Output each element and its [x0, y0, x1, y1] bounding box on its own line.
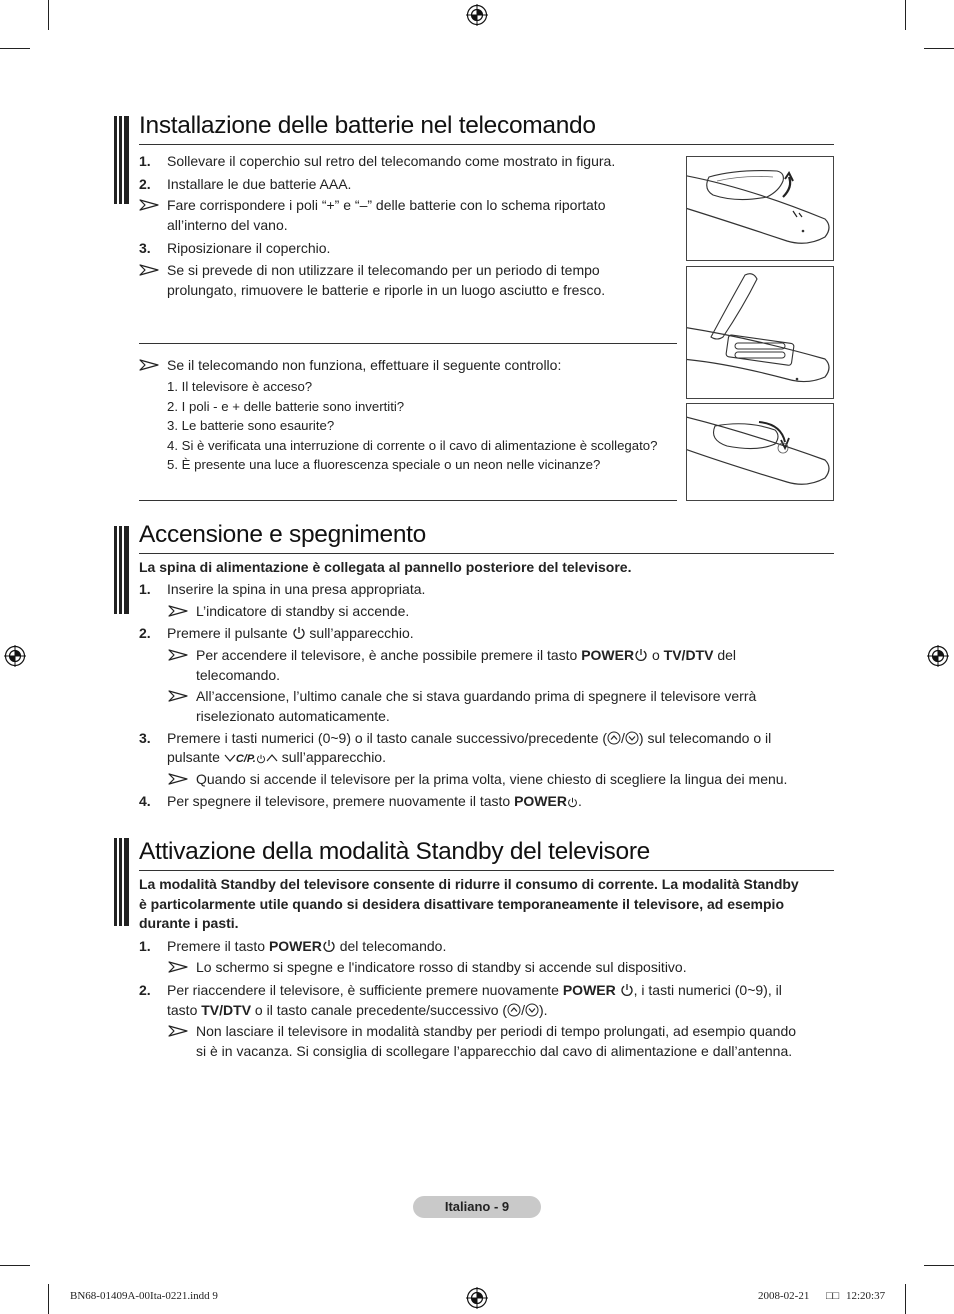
- section-marker: [114, 838, 130, 926]
- tv-dtv-key-label: TV/DTV: [201, 1002, 252, 1018]
- check-item: 1. Il televisore è acceso?: [167, 379, 313, 394]
- channel-up-icon: [507, 1003, 521, 1017]
- footer-time: 12:20:37: [846, 1290, 886, 1302]
- crop-mark: [48, 0, 49, 30]
- step-text-part: Premere i tasti numerici (0~9) o il tasto canale successivo/precedente (: [167, 730, 608, 746]
- step-text-part: del telecomando.: [339, 938, 447, 954]
- note-arrow-icon: [139, 264, 159, 276]
- note-text: Se si prevede di non utilizzare il telecomando per un periodo di tempo: [167, 262, 600, 278]
- box-rule-bottom: [139, 500, 677, 501]
- step-text: [167, 624, 414, 644]
- title-rule: [139, 144, 834, 145]
- note-text-part: o: [651, 647, 660, 663]
- step-number: 2.: [139, 625, 151, 641]
- power-key-label: POWER: [514, 793, 567, 809]
- note-arrow-icon: [168, 649, 188, 661]
- note-arrow-icon: [168, 1025, 188, 1037]
- power-icon: [634, 648, 648, 662]
- note-text: All’accensione, l’ultimo canale che si stava guardando prima di spegnere il televisore verrà: [196, 688, 757, 704]
- step-text: Inserire la spina in una presa appropriata.: [167, 581, 426, 597]
- step-number: 2.: [139, 982, 151, 998]
- crop-mark: [48, 1284, 49, 1314]
- channel-down-icon: [525, 1003, 539, 1017]
- registration-mark-icon: [927, 645, 949, 667]
- note-text: Fare corrispondere i poli “+” e “–” delle batterie con lo schema riportato: [167, 197, 606, 213]
- step-text: Riposizionare il coperchio.: [167, 240, 331, 256]
- crop-mark: [924, 1265, 954, 1266]
- power-key-label: POWER: [268, 938, 322, 954]
- section-intro: [139, 875, 799, 895]
- crop-mark: [0, 1265, 30, 1266]
- step-number: 1.: [139, 581, 151, 597]
- note-text-part: del: [717, 647, 737, 663]
- step-text-part: sull’apparecchio.: [309, 625, 414, 641]
- check-item: 2. I poli - e + delle batterie sono invertiti?: [167, 399, 405, 414]
- note-text: prolungato, rimuovere le batterie e riporle in un luogo asciutto e fresco.: [167, 282, 606, 298]
- note-text: si è in vacanza. Si consiglia di scollegare l’apparecchio dal cavo di alimentazione e dall’antenna.: [196, 1043, 793, 1059]
- section-title-standby: Attivazione della modalità Standby del televisore: [139, 838, 650, 865]
- power-icon: [567, 797, 578, 808]
- intro-text: La spina di alimentazione è collegata al pannello posteriore del televisore.: [139, 559, 632, 575]
- power-icon: [620, 983, 634, 997]
- section-title-batteries: Installazione delle batterie nel telecomando: [139, 112, 596, 139]
- remote-cover-closed-illustration: [686, 403, 834, 501]
- step-text-part: sull’apparecchio.: [281, 749, 386, 765]
- title-rule: [139, 870, 834, 871]
- check-item: 4. Si è verificata una interruzione di corrente o il cavo di alimentazione è scollegato?: [167, 438, 658, 453]
- cp-button-label: C/P.: [235, 753, 256, 765]
- note-text: L’indicatore di standby si accende.: [196, 603, 410, 619]
- check-item: 5. È presente una luce a fluorescenza speciale o un neon nelle vicinanze?: [167, 457, 601, 472]
- page-number-badge: Italiano - 9: [413, 1196, 541, 1218]
- note-arrow-icon: [168, 961, 188, 973]
- registration-mark-icon: [4, 645, 26, 667]
- power-icon: [256, 754, 266, 764]
- channel-down-icon: [625, 731, 639, 745]
- step-text-part: ) sul telecomando o il: [638, 730, 772, 746]
- note-text: [196, 646, 736, 666]
- section-intro: [139, 558, 631, 578]
- power-key-label: POWER: [562, 982, 616, 998]
- chevron-up-icon: [266, 752, 278, 764]
- step-text: [167, 937, 446, 957]
- remote-cover-open-illustration: [686, 156, 834, 261]
- section-title-power: Accensione e spegnimento: [139, 521, 426, 548]
- note-text: Non lasciare il televisore in modalità standby per periodi di tempo prolungati, ad esempio quando: [196, 1023, 797, 1039]
- step-text-part: pulsante: [167, 749, 220, 765]
- step-text-part: Per riaccendere il televisore, è sufficiente premere nuovamente: [167, 982, 559, 998]
- step-number: 3.: [139, 730, 151, 746]
- registration-mark-icon: [466, 1287, 488, 1309]
- intro-text: durante i pasti.: [139, 915, 239, 931]
- power-icon: [322, 939, 336, 953]
- note-arrow-icon: [168, 690, 188, 702]
- note-text-part: Per accendere il televisore, è anche possibile premere il tasto: [196, 647, 578, 663]
- section-intro: [139, 895, 784, 915]
- chevron-down-icon: [224, 752, 236, 764]
- step-text: [167, 792, 582, 812]
- step-text: [167, 748, 386, 770]
- check-intro: Se il telecomando non funziona, effettuare il seguente controllo:: [167, 357, 562, 373]
- crop-mark: [905, 0, 906, 30]
- section-intro: [139, 914, 239, 934]
- step-text: Installare le due batterie AAA.: [167, 176, 352, 192]
- crop-mark: [0, 48, 30, 49]
- tv-dtv-key-label: TV/DTV: [663, 647, 714, 663]
- box-rule-top: [139, 343, 677, 344]
- power-icon: [292, 626, 306, 640]
- step-text-part: .: [577, 793, 582, 809]
- step-text: Sollevare il coperchio sul retro del telecomando come mostrato in figura.: [167, 153, 616, 169]
- step-number: 2.: [139, 176, 151, 192]
- step-text-part: Premere il pulsante: [167, 625, 288, 641]
- note-text: riselezionato automaticamente.: [196, 708, 390, 724]
- note-text: all’interno del vano.: [167, 217, 288, 233]
- footer-filename: BN68-01409A-00Ita-0221.indd 9: [70, 1290, 218, 1302]
- note-arrow-icon: [139, 359, 159, 371]
- step-text: [167, 1001, 548, 1021]
- crop-mark: [905, 1284, 906, 1314]
- section-marker: [114, 526, 130, 614]
- footer-date: 2008-02-21: [758, 1290, 810, 1302]
- step-number: 3.: [139, 240, 151, 256]
- step-number: 4.: [139, 793, 151, 809]
- step-text: [167, 729, 771, 749]
- step-number: 1.: [139, 153, 151, 169]
- crop-mark: [924, 48, 954, 49]
- note-text: Quando si accende il televisore per la prima volta, viene chiesto di scegliere la lingua dei menu.: [196, 771, 788, 787]
- step-text-part: o il tasto canale precedente/successivo (: [254, 1002, 508, 1018]
- step-text-part: Premere il tasto: [167, 938, 266, 954]
- step-text-part: tasto: [167, 1002, 198, 1018]
- step-text: [167, 981, 782, 1001]
- note-arrow-icon: [168, 605, 188, 617]
- power-key-label: POWER: [581, 647, 635, 663]
- remote-batteries-illustration: [686, 266, 834, 399]
- note-arrow-icon: [139, 199, 159, 211]
- note-text: Lo schermo si spegne e l'indicatore rosso di standby si accende sul dispositivo.: [196, 959, 687, 975]
- note-arrow-icon: [168, 773, 188, 785]
- step-text-part: /: [521, 1002, 525, 1018]
- registration-mark-icon: [466, 4, 488, 26]
- step-number: 1.: [139, 938, 151, 954]
- section-marker: [114, 116, 130, 204]
- channel-up-icon: [607, 731, 621, 745]
- step-text-part: /: [621, 730, 625, 746]
- step-text-part: Per spegnere il televisore, premere nuovamente il tasto: [167, 793, 511, 809]
- step-text-part: ).: [538, 1002, 548, 1018]
- footer-boxes: □□: [826, 1290, 840, 1302]
- note-text: telecomando.: [196, 667, 281, 683]
- check-item: 3. Le batterie sono esaurite?: [167, 418, 335, 433]
- step-text-part: , i tasti numerici (0~9), il: [633, 982, 782, 998]
- intro-text: La modalità Standby del televisore consente di ridurre il consumo di corrente. La modalità Standby: [139, 876, 799, 892]
- intro-text: è particolarmente utile quando si desidera disattivare temporaneamente il televisore, ad esempio: [139, 896, 784, 912]
- title-rule: [139, 553, 834, 554]
